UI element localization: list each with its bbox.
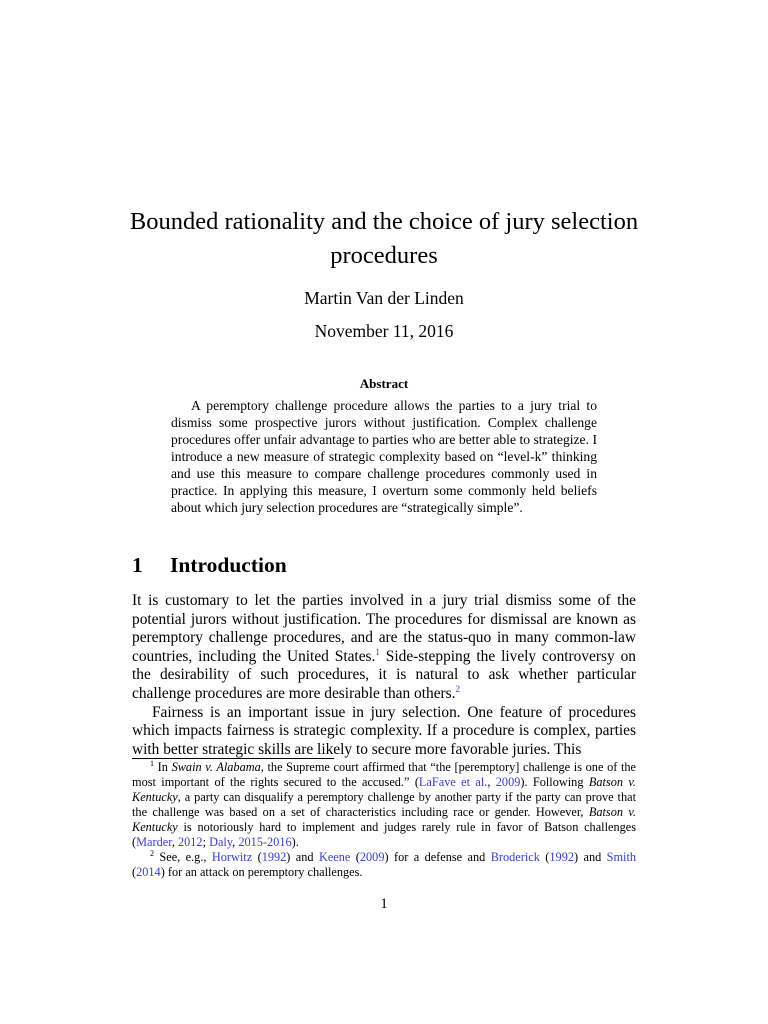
abstract-heading: Abstract bbox=[359, 376, 409, 391]
footnote-ref-2[interactable]: 2 bbox=[455, 683, 460, 694]
section-title: Introduction bbox=[170, 553, 287, 577]
citation-link-lafave[interactable]: LaFave et al. bbox=[418, 775, 488, 789]
citation-year-marder[interactable]: 2012 bbox=[177, 835, 203, 849]
citation-year-horwitz[interactable]: 1992 bbox=[261, 850, 287, 864]
citation-year-keene[interactable]: 2009 bbox=[359, 850, 385, 864]
citation-link-broderick[interactable]: Broderick bbox=[490, 850, 540, 864]
citation-year-lafave[interactable]: 2009 bbox=[495, 775, 521, 789]
paper-title: Bounded rationality and the choice of jury selection procedures bbox=[129, 208, 639, 269]
citation-link-smith[interactable]: Smith bbox=[606, 850, 637, 864]
footnote-marker-2: 2 bbox=[150, 849, 154, 858]
section-heading-introduction bbox=[132, 553, 287, 578]
footnotes bbox=[132, 760, 636, 880]
body-text bbox=[132, 592, 636, 759]
section-number: 1 bbox=[132, 553, 143, 577]
citation-link-marder[interactable]: Marder bbox=[136, 835, 172, 849]
citation-year-daly[interactable]: 2015-2016 bbox=[238, 835, 292, 849]
publication-date: November 11, 2016 bbox=[314, 321, 454, 341]
footnote-marker-1: 1 bbox=[150, 759, 154, 768]
citation-year-broderick[interactable]: 1992 bbox=[549, 850, 574, 864]
citation-link-daly[interactable]: Daly bbox=[209, 835, 233, 849]
body-paragraph-2: Fairness is an important issue in jury selection. One feature of procedures which impacts fairness is strategic complexity. If a procedure is complex, parties with better strategic skills are likely to secure more favorable juries. This bbox=[132, 703, 636, 758]
footnote-2: $^2$ See, e.g., Horwitz (1992) and Keene (2009) for a defense and Broderick (1992) and Smith (2014) for an attack on peremptory challenges. bbox=[132, 849, 637, 879]
citation-year-smith[interactable]: 2014 bbox=[136, 865, 161, 879]
case-name: Swain v. Alabama bbox=[171, 760, 261, 774]
body-paragraph-1: It is customary to let the parties involved in a jury trial dismiss some of the potential jurors without justification. The procedures for dismissal are known as peremptory challenge procedures, and are the status-quo in many common-law countries, including the United States.$^1$ Side-stepping the lively controversy on the desirability of such procedures, it is natural to ask whether particular challenge procedures are more desirable than others.$^2$ bbox=[132, 592, 636, 702]
case-name: Batson v. Kentucky bbox=[132, 775, 636, 804]
page-number: 1 bbox=[380, 896, 388, 912]
citation-link-keene[interactable]: Keene bbox=[318, 850, 351, 864]
author-name: Martin Van der Linden bbox=[304, 288, 464, 308]
footnote-1: $^1$ In Swain v. Alabama, the Supreme court affirmed that “the [peremptory] challenge is one of the most important of the rights secured to the accused.” (LaFave et al., 2009). Following Batson v. Kentucky, a party can disqualify a peremptory challenge by another party if the party can prove that the challenge was based on a set of characteristics including race or gender. However, Batson v. Kentucky is notoriously hard to implement and judges rarely rule in favor of Batson challenges (Marder, 2012; Daly, 2015-2016). bbox=[132, 759, 636, 849]
citation-link-horwitz[interactable]: Horwitz bbox=[211, 850, 253, 864]
abstract-text: A peremptory challenge procedure allows the parties to a jury trial to dismiss some prospective jurors without justification. Complex challenge procedures offer unfair advantage to parties who are better able to strategize. I introduce a new measure of strategic complexity based on “level-k” thinking and use this measure to compare challenge procedures commonly used in practice. In applying this measure, I overturn some commonly held beliefs about which jury selection procedures are “strategically simple”. bbox=[171, 398, 597, 515]
footnote-divider bbox=[132, 758, 334, 759]
footnote-ref-1[interactable]: 1 bbox=[375, 646, 380, 657]
case-name: Batson v. Kentucky bbox=[132, 805, 636, 834]
